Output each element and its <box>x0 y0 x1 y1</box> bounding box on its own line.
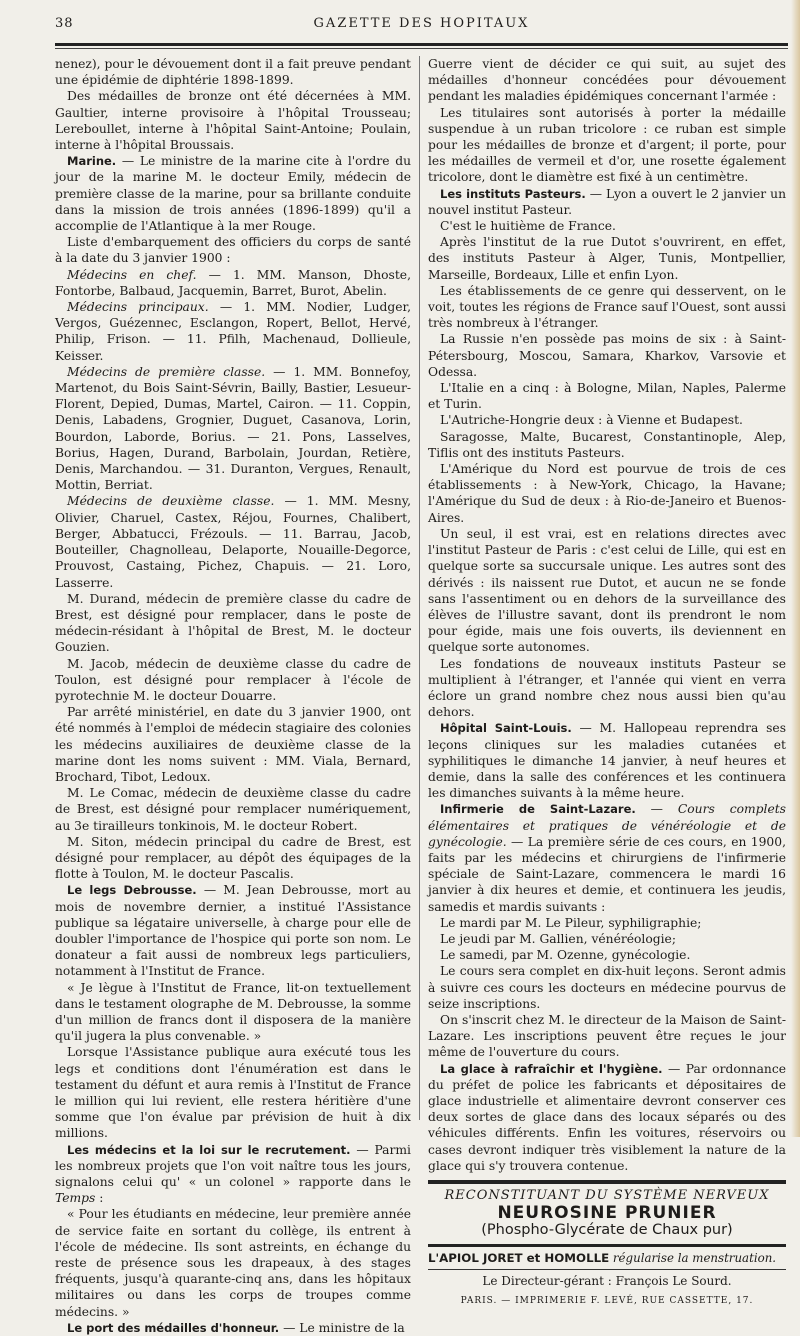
paragraph: Après l'institut de la rue Dutot s'ouvrirent, en effet, des instituts Pasteur à Alger, Tunis, Montpellier, Marseille, Bordeaux, Lille et enfin Lyon. <box>428 235 786 282</box>
paragraph: La glace à rafraîchir et l'hygiène. — Par ordonnance du préfet de police les fabricants et dépositaires de glace industrielle et alimentaire devront conserver ces deux sortes de glace dans des locaux séparés ou des véhicules différents. Enfin les voitures, réservoirs ou cases devront indiquer très visiblement la nature de la glace qui s'y trouvera contenue. <box>428 1061 786 1173</box>
paragraph: Médecins en chef. — 1. MM. Manson, Dhoste, Fontorbe, Balbaud, Jacquemin, Barret, Burot, Abelin. <box>55 267 411 298</box>
section-heading: La glace à rafraîchir et l'hygiène. <box>440 1061 663 1076</box>
page-edge <box>791 0 800 1137</box>
ad-apiol: L'APIOL JORET et HOMOLLE régularise la menstruation. <box>428 1250 777 1265</box>
paragraph: Le mardi par M. Le Pileur, syphiligraphie; <box>440 915 702 930</box>
paragraph: Marine. — Le ministre de la marine cite à l'ordre du jour de la marine M. le docteur Emily, médecin de première classe de la marine, pour sa brillante conduite dans la mission de trois années (1896-1899) qu'il a accomplie de l'Atlantique à la mer Rouge. <box>55 154 411 234</box>
paragraph: M. Durand, médecin de première classe du cadre de Brest, est désigné pour remplacer, dans le poste de médecin-résidant à l'hôpital de Brest, M. le docteur Gouzien. <box>55 591 411 655</box>
paragraph: La Russie n'en possède pas moins de six : à Saint-Pétersbourg, Moscou, Samara, Kharkov, Varsovie et Odessa. <box>428 332 786 379</box>
section-heading: Les instituts Pasteurs. <box>440 186 586 201</box>
rank-label: Médecins principaux. <box>67 300 209 315</box>
paragraph: nenez), pour le dévouement dont il a fait preuve pendant une épidémie de diphtérie 1898-1899. <box>55 57 411 88</box>
section-heading: Infirmerie de Saint-Lazare. <box>440 802 636 817</box>
page-header <box>55 12 788 40</box>
ad-tagline: RECONSTITUANT DU SYSTÈME NERVEUX <box>444 1188 770 1204</box>
left-column <box>55 56 411 1336</box>
paragraph: Médecins principaux. — 1. MM. Nodier, Ludger, Vergos, Guézennec, Esclangon, Ropert, Bellot, Hervé, Philip, Frison. — 11. Pfilh, Machenaud, Dollieule, Keisser. <box>55 300 411 363</box>
header-rule-thick <box>55 43 788 46</box>
director-credit: Le Directeur-gérant : François Le Sourd. <box>482 1273 732 1288</box>
paragraph: Saragosse, Malte, Bucarest, Constantinople, Alep, Tiflis ont des instituts Pasteurs. <box>428 429 786 460</box>
course-title: Cours complets élémentaires et pratiques de vénéréologie et de gynécologie. <box>428 802 786 849</box>
paragraph: Médecins de première classe. — 1. MM. Bonnefoy, Martenot, du Bois Saint-Sévrin, Bailly, Bastier, Lesueur-Florent, Depied, Dumas, Martel, Cairon. — 11. Coppin, Denis, Labadens, Grognier, Duguet, Casanova, Lorin, Bourdon, Laborde, Borius. — 21. Pons, Lasselves, Borius, Hagen, Durand, Barbolain, Jourdan, Retière, Denis, Marchandou. — 31. Duranton, Vergues, Renault, Mottin, Berriat. <box>55 364 411 493</box>
paragraph: Le jeudi par M. Gallien, vénéréologie; <box>440 931 676 946</box>
section-heading: Hôpital Saint-Louis. <box>440 721 572 736</box>
paragraph: Les médecins et la loi sur le recrutement. — Parmi les nombreux projets que l'on voit naître tous les jours, signalons celui qu' « un colonel » rapporte dans le Temps : <box>55 1142 411 1206</box>
paragraph: Le port des médailles d'honneur. — Le ministre de la <box>67 1320 405 1335</box>
rank-label: Médecins en chef. <box>67 267 197 282</box>
paragraph: Hôpital Saint-Louis. — M. Hallopeau reprendra ses leçons cliniques sur les maladies cutanées et syphilitiques le dimanche 14 janvier, à neuf heures et demie, dans la salle des conférences et les continuera les dimanches suivants à la même heure. <box>428 721 786 801</box>
paragraph: Par arrêté ministériel, en date du 3 janvier 1900, ont été nommés à l'emploi de médecin stagiaire des colonies les médecins auxiliaires de deuxième classe de la marine dont les noms suivent : MM. Viala, Bernard, Brochard, Tibot, Ledoux. <box>55 705 411 784</box>
journal-title: GAZETTE DES HOPITAUX <box>313 16 530 31</box>
section-heading: Les médecins et la loi sur le recrutement. <box>67 1142 351 1157</box>
ad-rule <box>428 1244 786 1247</box>
ad-product-name: NEUROSINE PRUNIER <box>497 1203 717 1224</box>
paragraph: Lorsque l'Assistance publique aura exécuté tous les legs et conditions dont l'énumération est dans le testament du défunt et aura remis à l'Institut de France le million qui lui revient, elle restera héritière d'une somme que l'on évalue par prévision de huit à dix millions. <box>55 1045 411 1141</box>
footer-rule <box>428 1269 786 1270</box>
section-heading: Marine. <box>67 154 117 169</box>
newspaper-name: Temps <box>55 1191 96 1206</box>
paragraph: Les titulaires sont autorisés à porter la médaille suspendue à un ruban tricolore : ce ruban est simple pour les médailles de bronze et d'argent; il porte, pour les médailles de vermeil et d'or, une rosette également tricolore, dont le diamètre est fixé à un centimètre. <box>428 105 786 185</box>
ad-product-description: (Phospho-Glycérate de Chaux pur) <box>481 1222 733 1239</box>
paragraph: C'est le huitième de France. <box>440 219 616 234</box>
rank-label: Médecins de deuxième classe. <box>67 494 275 509</box>
paragraph: M. Jacob, médecin de deuxième classe du cadre de Toulon, est désigné pour remplacer à l'école de pyrotechnie M. le docteur Douarre. <box>55 656 411 703</box>
paragraph: Les fondations de nouveaux instituts Pasteur se multiplient à l'étranger, et l'année qui vient en verra éclore un grand nombre chez nous aussi bien qu'au dehors. <box>428 656 786 720</box>
paragraph: Le legs Debrousse. — M. Jean Debrousse, mort au mois de novembre dernier, a institué l'Assistance publique sa légataire universelle, à charge pour elle de doubler l'importance de l'hospice qui porte son nom. Le donateur a fait aussi de nombreux legs particuliers, notamment à l'Institut de France. <box>55 883 412 979</box>
paragraph: M. Siton, médecin principal du cadre de Brest, est désigné pour remplacer, au dépôt des équipages de la flotte à Toulon, M. le docteur Pascalis. <box>55 834 411 882</box>
paragraph: Médecins de deuxième classe. — 1. MM. Mesny, Olivier, Charuel, Castex, Réjou, Fournes, Chalibert, Berger, Abbatucci, Frézouls. — 11. Barrau, Jacob, Bouteiller, Chagnolleau, Delaporte, Nouaille-Degorce, Prouvost, Castaing, Pichez, Chapuis. — 21. Loro, Lasserre. <box>55 494 411 590</box>
right-column <box>428 56 786 1309</box>
paragraph: On s'inscrit chez M. le directeur de la Maison de Saint-Lazare. Les inscriptions peuvent être reçues le jour même de l'ouverture du cours. <box>428 1012 786 1060</box>
paragraph: L'Autriche-Hongrie deux : à Vienne et Budapest. <box>440 413 743 428</box>
paragraph: Guerre vient de décider ce qui suit, au sujet des médailles d'honneur concédées pour dévouement pendant les maladies épidémiques concernant l'armée : <box>428 57 786 104</box>
paragraph: Des médailles de bronze ont été décernées à MM. Gaultier, interne provisoire à l'hôpital Trousseau; Lereboullet, interne à l'hôpital Saint-Antoine; Poulain, interne à l'hôpital Broussais. <box>55 89 411 153</box>
section-heading: Le legs Debrousse. <box>67 883 197 898</box>
advertisement <box>428 1180 786 1270</box>
paragraph: Le samedi, par M. Ozenne, gynécologie. <box>440 948 691 963</box>
paragraph: « Je lègue à l'Institut de France, lit-on textuellement dans le testament olographe de M. Debrousse, la somme d'un million de francs dont il disposera de la manière qu'il jugera la plus convenable. » <box>55 980 411 1044</box>
paragraph: Liste d'embarquement des officiers du corps de santé à la date du 3 janvier 1900 : <box>55 235 411 266</box>
paragraph: « Pour les étudiants en médecine, leur première année de service faite en sortant du collège, ils entrent à l'école de médecine. Ils sont astreints, en échange du reste de présence sous les drapeaux, à des stages fréquents, jusqu'à quarante-cinq ans, dans les hôpitaux militaires ou dans les corps de troupes comme médecins. » <box>55 1207 411 1319</box>
paragraph: Les établissements de ce genre qui desservent, on le voit, toutes les régions de France sauf l'Ouest, sont aussi très nombreux à l'étranger. <box>428 283 786 331</box>
paragraph: Les instituts Pasteurs. — Lyon a ouvert le 2 janvier un nouvel institut Pasteur. <box>428 186 786 217</box>
paragraph: Un seul, il est vrai, est en relations directes avec l'institut Pasteur de Paris : c'est celui de Lille, qui est en quelque sorte sa succursale unique. Les autres sont des dérivés : ils naissent rue Dutot, et aucun ne se fonde sans l'assentiment ou en dehors de la surveillance des élèves de l'illustre savant, dont ils prendront le nom pour égide, mais une fois ouverts, ils deviennent en quelque sorte autonomes. <box>428 526 786 655</box>
section-heading: Le port des médailles d'honneur. <box>67 1320 280 1335</box>
paragraph: Infirmerie de Saint-Lazare. — Cours complets élémentaires et pratiques de vénéréologie et de gynécologie. — La première série de ces cours, en 1900, faits par les médecins et chirurgiens de l'infirmerie spéciale de Saint-Lazare, commencera le mardi 16 janvier à dix heures et demie, et continuera les jeudis, samedis et mardis suivants : <box>428 802 786 914</box>
paragraph: Le cours sera complet en dix-huit leçons. Seront admis à suivre ces cours les docteurs en médecine pourvus de seize inscriptions. <box>428 964 786 1011</box>
paragraph: L'Italie en a cinq : à Bologne, Milan, Naples, Palerme et Turin. <box>428 381 786 412</box>
header-rule-thin <box>55 48 788 49</box>
column-divider <box>419 56 420 1120</box>
paragraph: L'Amérique du Nord est pourvue de trois de ces établissements : à New-York, Chicago, la Havane; l'Amérique du Sud de deux : à Rio-de-Janeiro et Buenos-Aires. <box>428 462 786 525</box>
paragraph: M. Le Comac, médecin de deuxième classe du cadre de Brest, est désigné pour remplacer numériquement, au 3e tirailleurs tonkinois, M. le docteur Robert. <box>55 786 411 833</box>
rank-label: Médecins de première classe. <box>67 364 266 379</box>
page-number: 38 <box>55 16 74 31</box>
printer-imprint: PARIS. — IMPRIMERIE F. LEVÉ, RUE CASSETTE, 17. <box>460 1296 754 1307</box>
